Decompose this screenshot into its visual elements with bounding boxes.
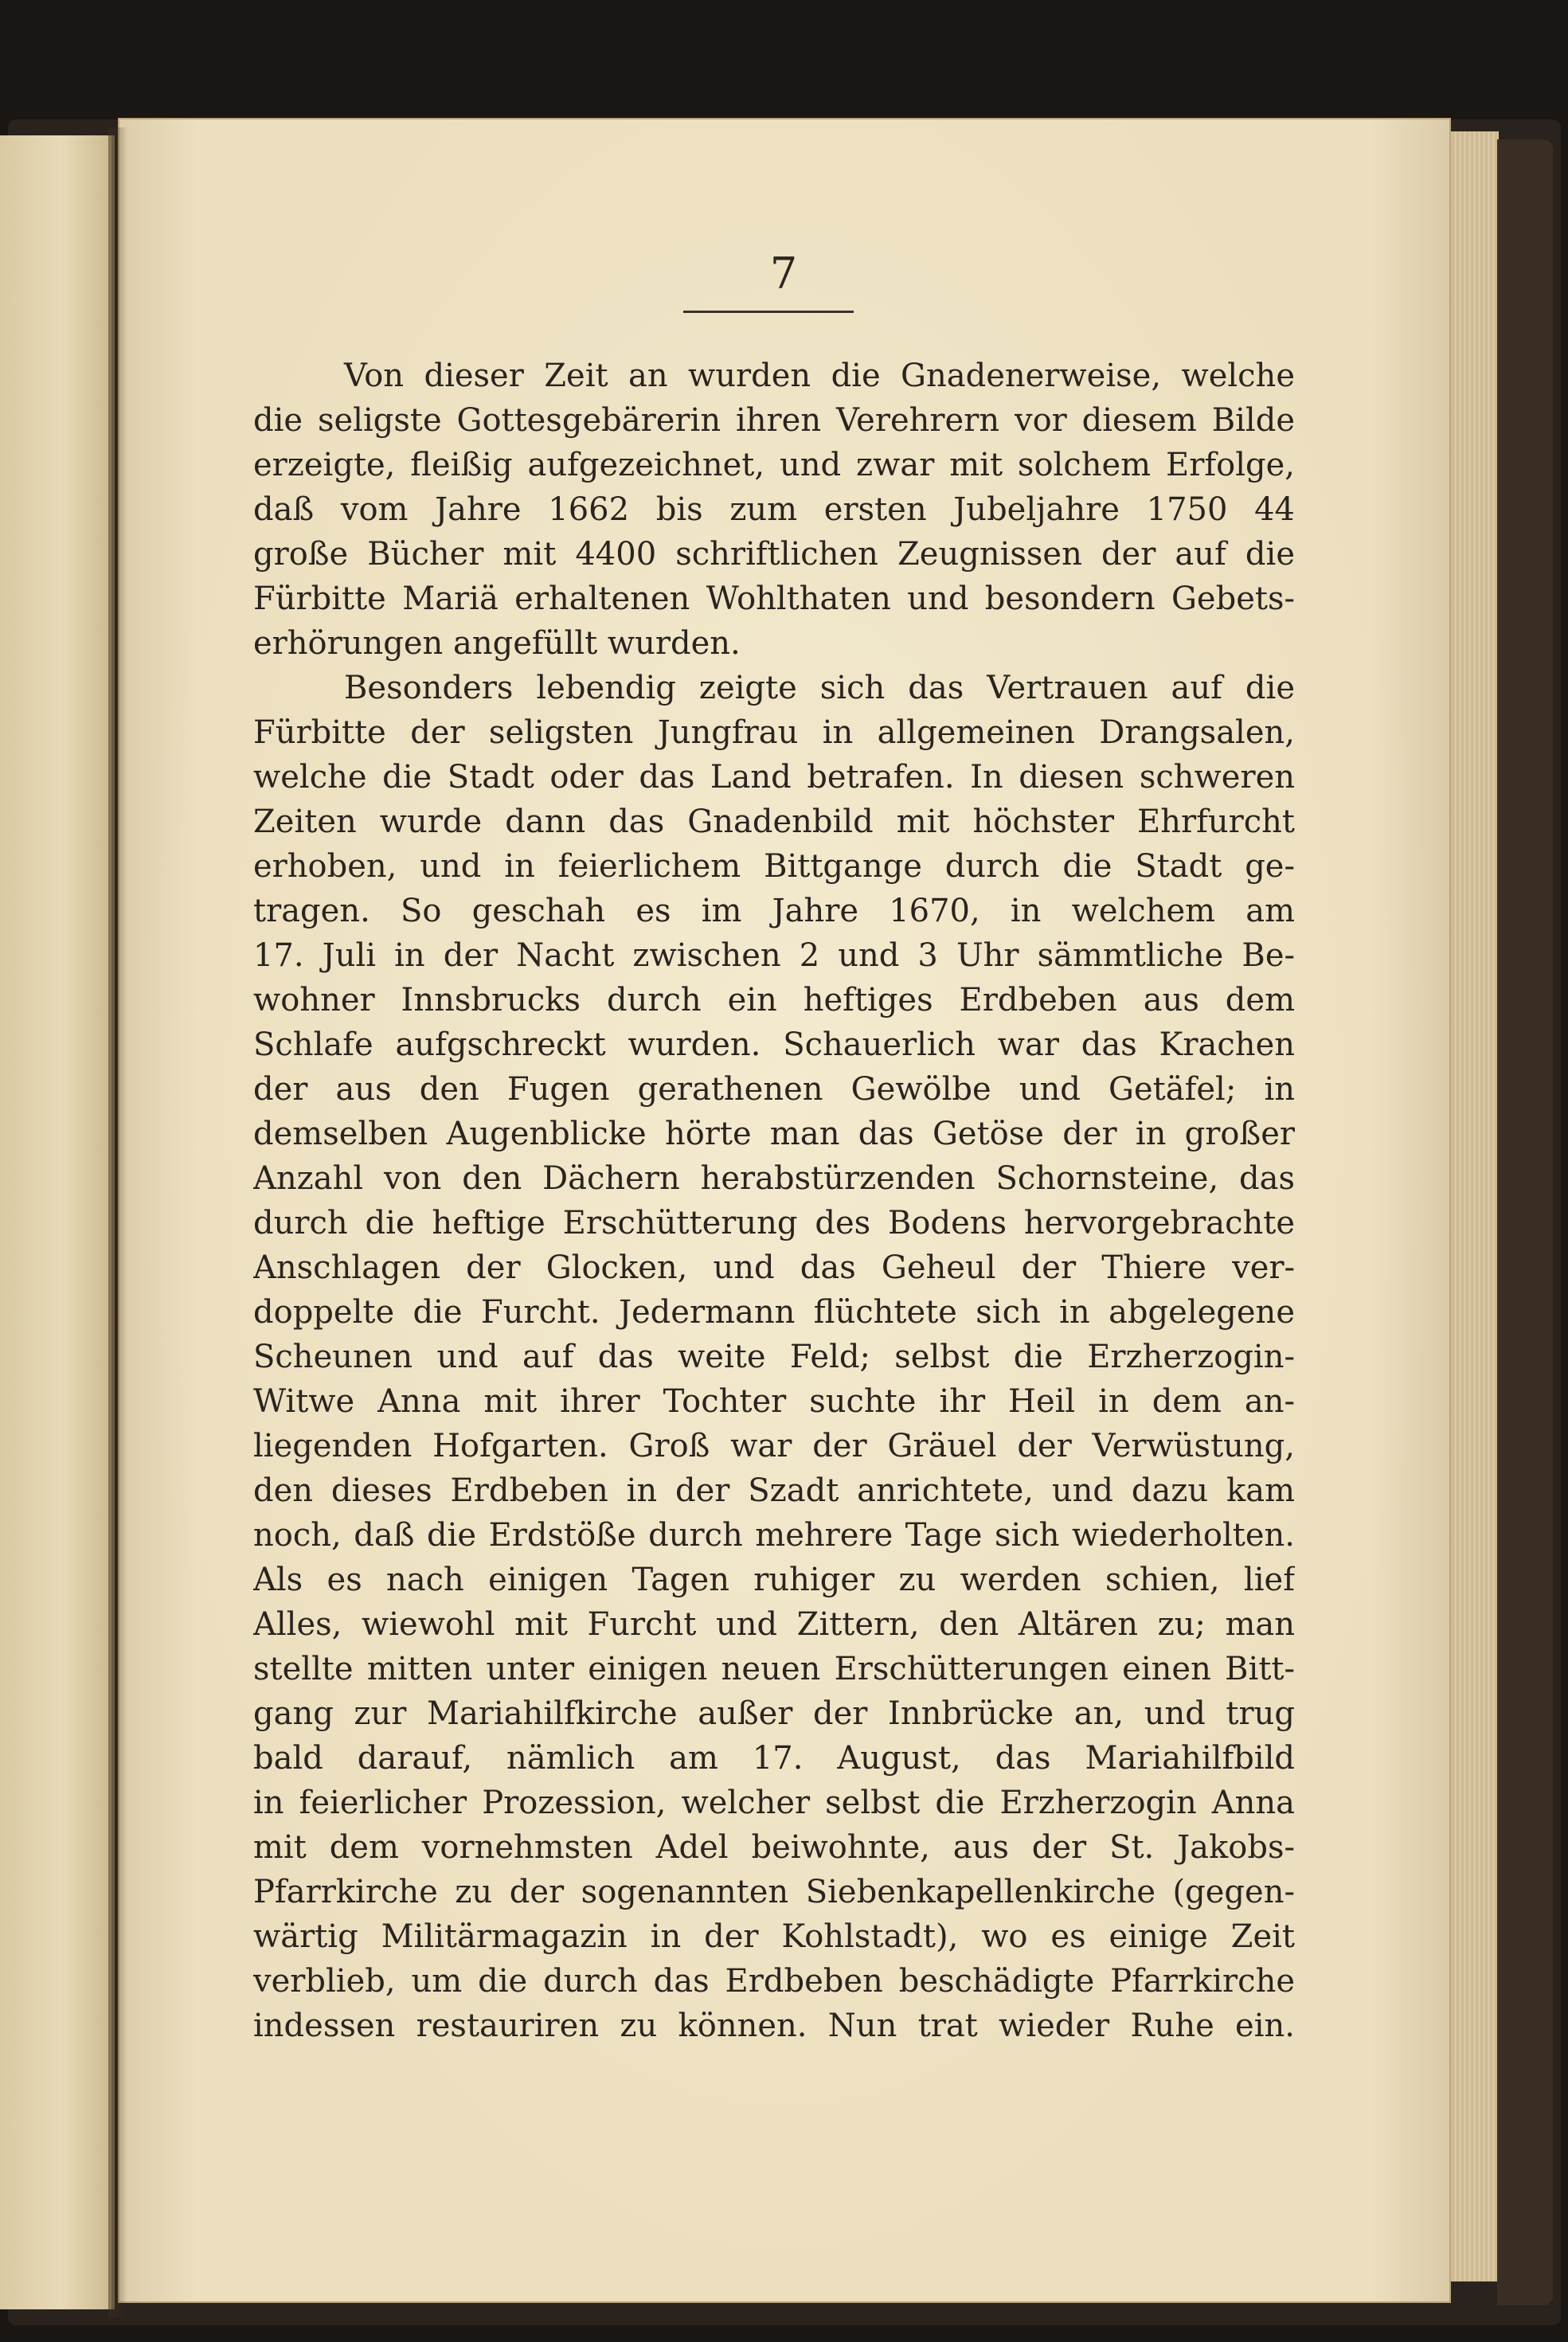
text-line: Besonders lebendig zeigte sich das Vertrauen auf die xyxy=(344,670,1295,706)
text-line: in feierlicher Prozession, welcher selbst die Erzherzogin Anna xyxy=(253,1785,1295,1821)
text-line: den dieses Erdbeben in der Szadt anrichtete, und dazu kam xyxy=(253,1472,1295,1509)
text-line: Schlafe aufgschreckt wurden. Schauerlich war das Krachen xyxy=(253,1026,1295,1063)
text-line: Fürbitte Mariä erhaltenen Wohlthaten und besondern Gebets- xyxy=(253,581,1295,617)
text-line: daß vom Jahre 1662 bis zum ersten Jubeljahre 1750 44 xyxy=(253,491,1295,528)
text-line: tragen. So geschah es im Jahre 1670, in welchem am xyxy=(253,893,1295,929)
text-line: Witwe Anna mit ihrer Tochter suchte ihr Heil in dem an- xyxy=(253,1383,1295,1420)
text-line: Von dieser Zeit an wurden die Gnadenerweise, welche xyxy=(344,358,1295,394)
text-line: doppelte die Furcht. Jedermann flüchtete sich in abgelegene xyxy=(253,1294,1295,1331)
text-line: 17. Juli in der Nacht zwischen 2 und 3 Uhr sämmtliche Be- xyxy=(253,937,1295,974)
text-line: die seligste Gottesgebärerin ihren Verehrern vor diesem Bilde xyxy=(253,402,1295,439)
page-number-rule xyxy=(683,311,854,313)
text-line: Fürbitte der seligsten Jungfrau in allgemeinen Drangsalen, xyxy=(253,714,1295,751)
body-text xyxy=(253,354,1295,2049)
text-line: demselben Augenblicke hörte man das Getöse der in großer xyxy=(253,1116,1295,1152)
text-line: stellte mitten unter einigen neuen Erschütterungen einen Bitt- xyxy=(253,1651,1295,1687)
page-number: 7 xyxy=(769,248,799,299)
text-line: wohner Innsbrucks durch ein heftiges Erdbeben aus dem xyxy=(253,982,1295,1019)
book-cover-right xyxy=(1497,139,1553,2305)
text-line: Als es nach einigen Tagen ruhiger zu werden schien, lief xyxy=(253,1562,1295,1598)
text-line: Zeiten wurde dann das Gnadenbild mit höchster Ehrfurcht xyxy=(253,803,1295,840)
text-line: große Bücher mit 4400 schriftlichen Zeugnissen der auf die xyxy=(253,536,1295,573)
text-line: erhoben, und in feierlichem Bittgange durch die Stadt ge- xyxy=(253,848,1295,885)
spine-shadow xyxy=(108,127,127,2317)
text-line: der aus den Fugen gerathenen Gewölbe und Getäfel; in xyxy=(253,1071,1295,1108)
text-line: gang zur Mariahilfkirche außer der Innbrücke an, und trug xyxy=(253,1695,1295,1732)
text-line: Anschlagen der Glocken, und das Geheul der Thiere ver- xyxy=(253,1249,1295,1286)
text-line: durch die heftige Erschütterung des Bodens hervorgebrachte xyxy=(253,1205,1295,1241)
text-line: mit dem vornehmsten Adel beiwohnte, aus der St. Jakobs- xyxy=(253,1829,1295,1866)
text-line: noch, daß die Erdstöße durch mehrere Tage sich wiederholten. xyxy=(253,1517,1295,1554)
text-line: Alles, wiewohl mit Furcht und Zittern, den Altären zu; man xyxy=(253,1606,1295,1643)
text-line: Pfarrkirche zu der sogenannten Siebenkapellenkirche (gegen- xyxy=(253,1874,1295,1910)
text-line: Anzahl von den Dächern herabstürzenden Schornsteine, das xyxy=(253,1160,1295,1197)
left-page-edge xyxy=(0,135,115,2309)
text-line: welche die Stadt oder das Land betrafen. In diesen schweren xyxy=(253,759,1295,796)
text-line: bald darauf, nämlich am 17. August, das Mariahilfbild xyxy=(253,1740,1295,1777)
text-line: liegenden Hofgarten. Groß war der Gräuel der Verwüstung, xyxy=(253,1428,1295,1464)
text-line: verblieb, um die durch das Erdbeben beschädigte Pfarrkirche xyxy=(253,1963,1295,2000)
text-line: erzeigte, fleißig aufgezeichnet, und zwar mit solchem Erfolge, xyxy=(253,447,1295,483)
text-line: Scheunen und auf das weite Feld; selbst die Erzherzogin- xyxy=(253,1339,1295,1375)
text-line: erhörungen angefüllt wurden. xyxy=(253,625,741,662)
text-line: wärtig Militärmagazin in der Kohlstadt), wo es einige Zeit xyxy=(253,1918,1295,1955)
page-block-edge xyxy=(1449,131,1499,2281)
text-line: indessen restauriren zu können. Nun trat wieder Ruhe ein. xyxy=(253,2008,1295,2044)
